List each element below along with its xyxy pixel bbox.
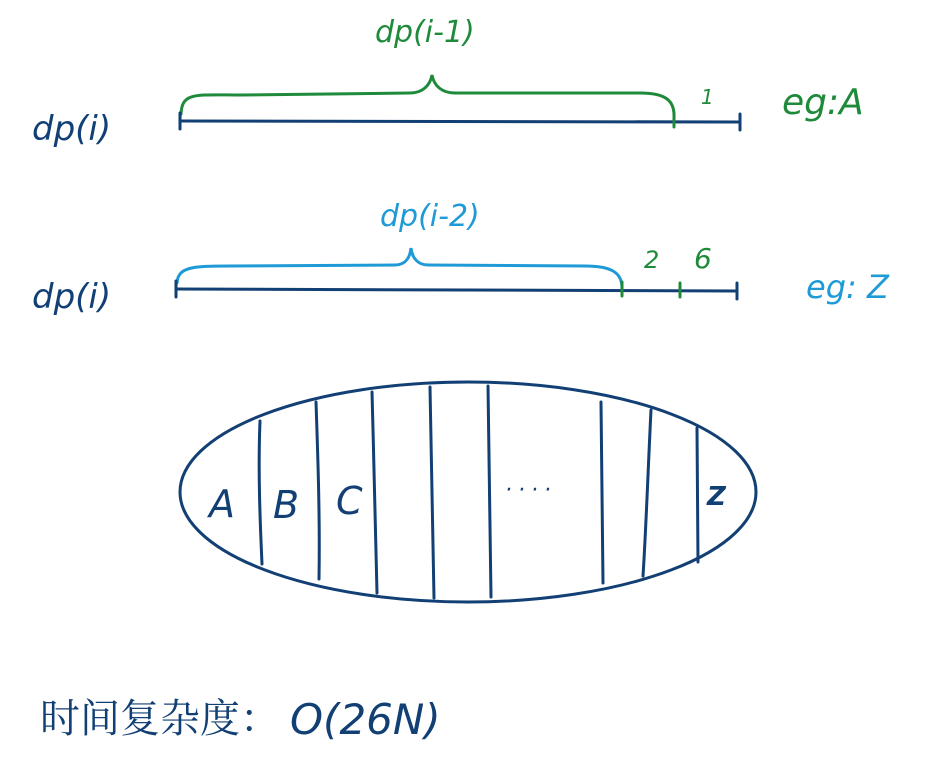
row2-brace-label: dp(i-2): [380, 199, 480, 234]
row2-segment-line: [176, 289, 737, 291]
row1-brace-label: dp(i-1): [375, 15, 475, 50]
row1-dp-label: dp(i): [32, 109, 112, 149]
letter-a: A: [209, 482, 235, 526]
divider-8: [697, 428, 698, 562]
row1-example: eg:A: [782, 82, 864, 123]
ellipse-dividers: [259, 386, 698, 598]
divider-6: [601, 402, 603, 583]
row1-brace: [181, 75, 674, 118]
divider-3: [372, 392, 377, 593]
ellipsis-dots: ····: [505, 478, 557, 503]
row1-segment-label: 1: [701, 85, 714, 109]
divider-2: [316, 402, 319, 579]
row2-digit-b: 6: [694, 242, 712, 275]
letter-b: B: [273, 483, 300, 527]
letter-c: C: [336, 479, 363, 523]
row2-dp-label: dp(i): [32, 277, 112, 317]
row2-example: eg: Z: [806, 268, 889, 306]
complexity-value: O(26N): [290, 695, 441, 744]
row1-segment-line: [180, 121, 740, 122]
row2-digit-a: 2: [644, 246, 660, 274]
divider-4: [430, 387, 434, 598]
divider-7: [643, 410, 651, 576]
row2-brace: [177, 248, 622, 288]
alphabet-ellipse: [180, 382, 756, 602]
complexity-label: 时间复杂度：: [40, 696, 280, 742]
letter-z: Z: [707, 482, 726, 512]
divider-5: [488, 386, 491, 597]
divider-1: [259, 421, 262, 564]
